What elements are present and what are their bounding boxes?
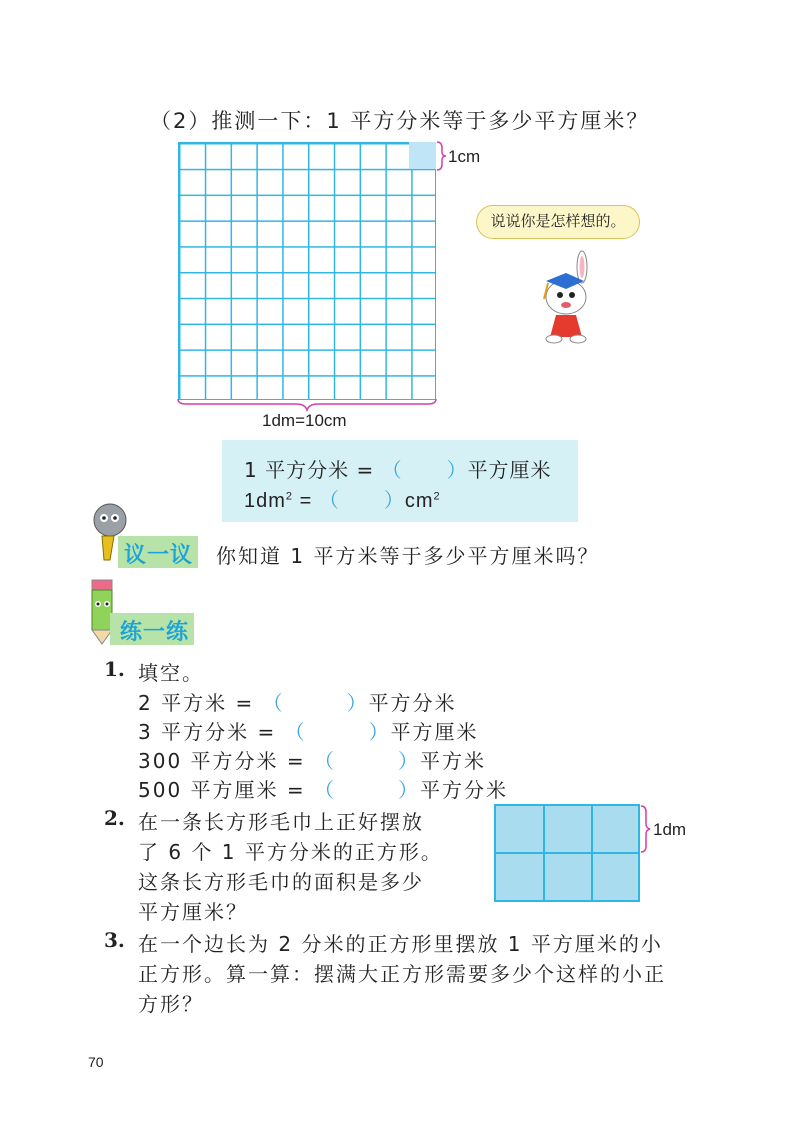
practice-heading: 练一练: [120, 620, 190, 645]
fill-line-2-left: 1dm: [244, 490, 286, 512]
unit-square-highlight: [409, 142, 436, 169]
square-decimeter-grid: [178, 142, 436, 400]
line-left: 3 平方分米 =: [138, 720, 285, 744]
blank-open: （: [381, 458, 403, 482]
item-1-line-4: [138, 774, 508, 803]
blank-open: （: [314, 749, 337, 773]
discuss-text: 你知道 1 平方米等于多少平方厘米吗？: [216, 544, 600, 568]
line-right: 平方分米: [368, 691, 457, 715]
line-right: 平方分米: [420, 778, 509, 802]
blank-close: ）: [383, 490, 405, 512]
speech-bubble: [476, 205, 640, 239]
fill-line-2-sup-2: 2: [433, 490, 441, 503]
rabbit-mascot-icon: [532, 245, 612, 345]
line-right: 平方米: [420, 749, 487, 773]
line-left: 2 平方米 =: [138, 691, 263, 715]
cell-brace-icon: [436, 140, 448, 172]
side-brace-icon: [176, 398, 438, 412]
item-2-line-3: 这条长方形毛巾的面积是多少: [138, 870, 424, 894]
item-2-line-4: 平方厘米？: [138, 900, 248, 924]
page-number: 70: [88, 1054, 104, 1070]
line-left: 300 平方分米 =: [138, 749, 315, 773]
item-2-line-2: 了 6 个 1 平方分米的正方形。: [138, 840, 443, 864]
item-3-line-2: 正方形。算一算：摆满大正方形需要多少个这样的小正: [138, 962, 666, 986]
blank-close: ）: [398, 749, 421, 773]
fill-line-1-right: 平方厘米: [467, 458, 552, 482]
item-1-line-3: [138, 745, 486, 774]
fill-line-2: [244, 484, 441, 513]
item-3-number: 3.: [104, 928, 125, 952]
question-2-text: 推测一下：1 平方分米等于多少平方厘米？: [211, 109, 650, 133]
item-1-number: 1.: [104, 657, 125, 681]
line-left: 500 平方厘米 =: [138, 778, 315, 802]
blank-close: ）: [398, 778, 421, 802]
item-2-line-1: 在一条长方形毛巾上正好摆放: [138, 810, 424, 834]
speech-text: 说说你是怎样想的。: [490, 212, 626, 230]
fill-line-1-left: 1 平方分米 =: [244, 458, 382, 482]
towel-rectangle-figure: [494, 804, 640, 902]
item-3-line-1: 在一个边长为 2 分米的正方形里摆放 1 平方厘米的小: [138, 932, 663, 956]
towel-brace-icon: [640, 804, 652, 854]
fill-line-1: [244, 454, 552, 483]
question-2-prefix: （2）: [150, 109, 212, 133]
item-3-line-3: 方形？: [138, 992, 204, 1016]
towel-label: 1dm: [653, 820, 687, 839]
blank-close: ）: [346, 691, 369, 715]
towel-divider-h: [496, 852, 638, 854]
item-1-line-2: [138, 716, 479, 745]
fill-line-2-right: cm: [404, 490, 434, 512]
question-2: [150, 105, 649, 135]
cell-label: 1cm: [448, 147, 481, 166]
blank-open: （: [318, 490, 340, 512]
item-1-line-1: [138, 687, 457, 716]
fill-line-2-sup-1: 2: [285, 490, 294, 503]
blank-open: （: [262, 691, 285, 715]
blank-close: ）: [446, 458, 468, 482]
blank-open: （: [284, 720, 307, 744]
blank-open: （: [314, 778, 337, 802]
discuss-heading: 议一议: [124, 543, 194, 568]
line-right: 平方厘米: [390, 720, 479, 744]
fill-line-2-eq: =: [293, 490, 319, 512]
item-1-title: 填空。: [138, 661, 204, 685]
blank-close: ）: [368, 720, 391, 744]
item-2-number: 2.: [104, 806, 125, 830]
side-label: 1dm=10cm: [262, 411, 347, 430]
